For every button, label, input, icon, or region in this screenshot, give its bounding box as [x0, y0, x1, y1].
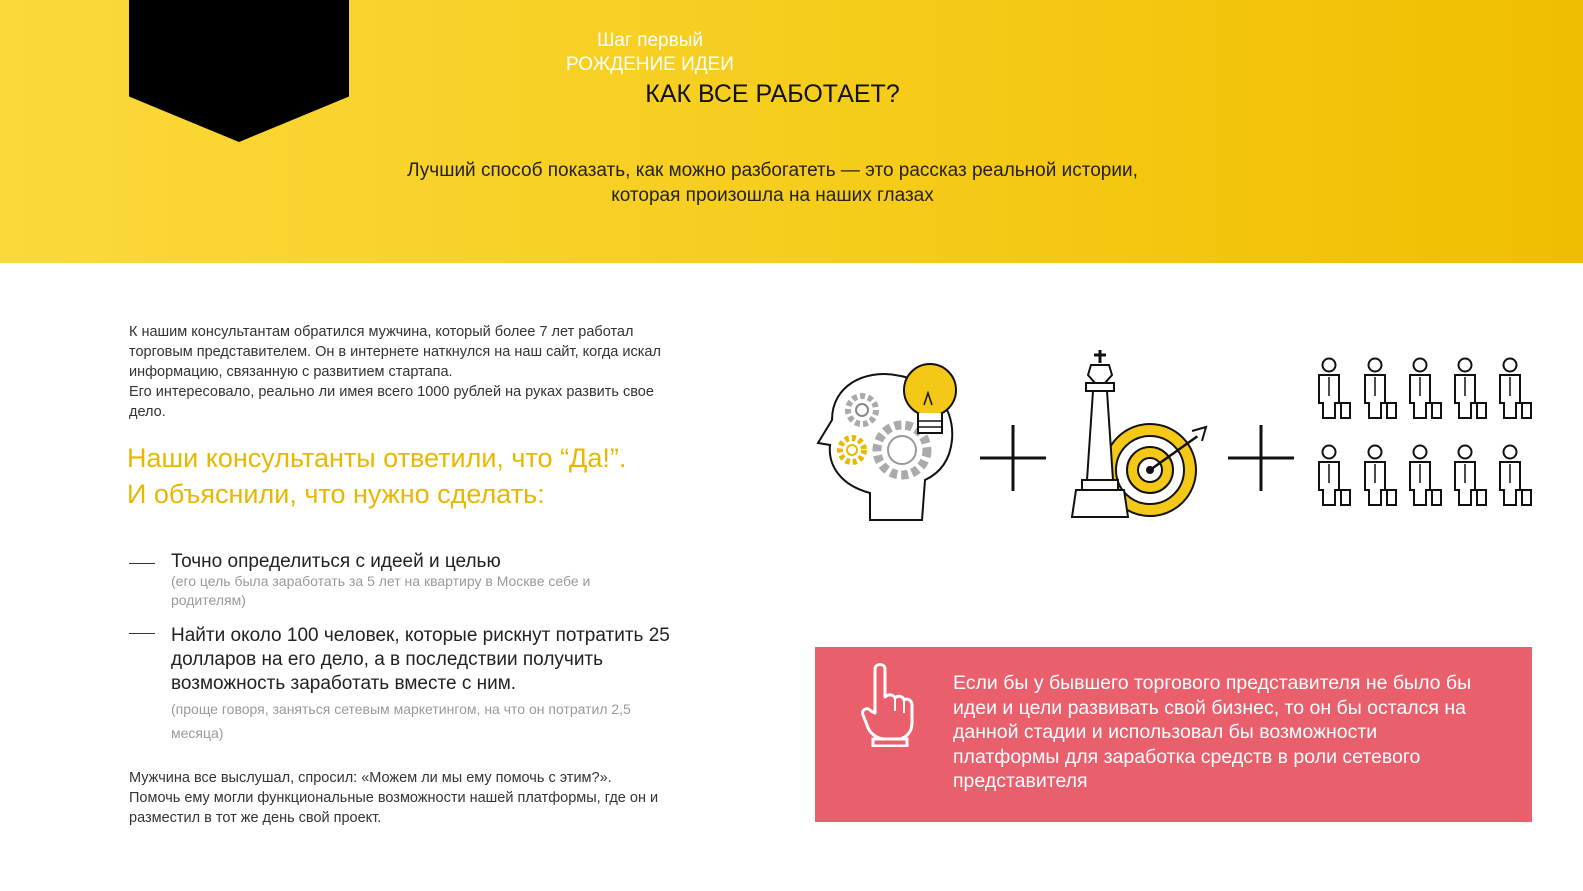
- step-note: [171, 697, 731, 745]
- step-main-line: Точно определиться с идеей и целью: [171, 551, 501, 572]
- outro-line: Помочь ему могли функциональные возможности нашей платформы, где он и: [129, 790, 659, 806]
- step-main-line: возможность заработать вместе с ним.: [171, 673, 517, 694]
- pointing-hand-icon: [855, 661, 915, 747]
- lead-line: Лучший способ показать, как можно разбогатеть — это рассказ реальной истории,: [407, 160, 1138, 181]
- dash-marker: [129, 563, 155, 564]
- callout-line: идеи и цели развивать свой бизнес, то он бы остался на: [953, 696, 1467, 719]
- plus-icon: [1228, 425, 1294, 491]
- people-group-icon: [1319, 359, 1531, 506]
- intro-line: Его интересовало, реально ли имея всего 1000 рублей на руках развить свое: [129, 384, 654, 400]
- step-note: [171, 572, 731, 610]
- callout-line: представителя: [953, 770, 1088, 792]
- page-title: КАК ВСЕ РАБОТАЕТ?: [645, 80, 900, 108]
- intro-line: информацию, связанную с развитием стартапа.: [129, 364, 453, 380]
- step-label: Шаг первый: [597, 30, 703, 51]
- lead-text: [0, 158, 1545, 208]
- dash-marker: [129, 633, 155, 634]
- header-banner: [0, 0, 1583, 263]
- intro-paragraph: [129, 322, 749, 422]
- outro-paragraph: [129, 768, 769, 828]
- step-main-line: долларов на его дело, а в последствии получить: [171, 649, 604, 670]
- step-note-line: (его цель была заработать за 5 лет на квартиру в Москве себе и: [171, 573, 591, 589]
- step-note-line: (проще говоря, заняться сетевым маркетингом, на что он потратил 2,5: [171, 701, 631, 717]
- step-main-line: Найти около 100 человек, которые рискнут потратить 25: [171, 625, 670, 646]
- outro-line: Мужчина все выслушал, спросил: «Можем ли мы ему помочь с этим?».: [129, 770, 612, 786]
- step-name: РОЖДЕНИЕ ИДЕИ: [566, 54, 734, 75]
- step-note-line: родителям): [171, 592, 246, 608]
- step-main-text: [171, 550, 751, 574]
- answer-line: И объяснили, что нужно сделать:: [127, 479, 545, 509]
- callout-box: [815, 647, 1532, 822]
- intro-line: дело.: [129, 404, 166, 420]
- chess-king-target-icon: [1072, 350, 1206, 517]
- callout-text: [953, 671, 1513, 794]
- intro-line: торговым представителем. Он в интернете наткнулся на наш сайт, когда искал: [129, 344, 661, 360]
- callout-line: данной стадии и использовал бы возможности: [953, 721, 1378, 743]
- answer-line: Наши консультанты ответили, что “Да!”.: [127, 443, 627, 473]
- callout-line: Если бы у бывшего торгового представителя не было бы: [953, 672, 1472, 694]
- step-main-text: [171, 624, 751, 696]
- intro-line: К нашим консультантам обратился мужчина, который более 7 лет работал: [129, 324, 634, 340]
- head-gears-bulb-icon: [818, 364, 956, 520]
- step-note-line: месяца): [171, 725, 224, 741]
- lead-line: которая произошла на наших глазах: [611, 185, 934, 206]
- callout-line: платформы для заработка средств в роли сетевого: [953, 745, 1421, 768]
- outro-line: разместил в тот же день свой проект.: [129, 810, 382, 826]
- answer-heading: [127, 440, 777, 512]
- formula-illustration: [810, 345, 1540, 530]
- plus-icon: [980, 425, 1046, 491]
